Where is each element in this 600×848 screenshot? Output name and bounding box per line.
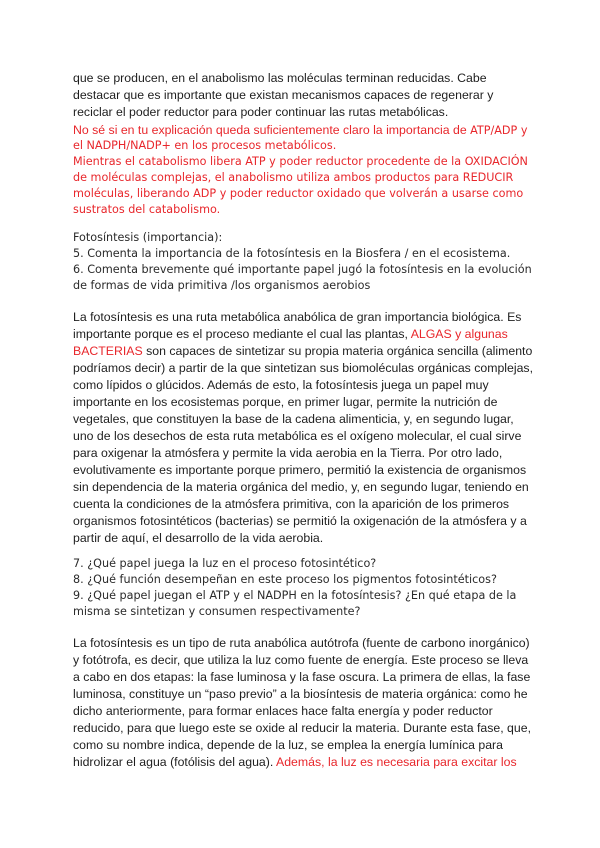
annotation-1-text-light: ATP/ADP y xyxy=(470,124,528,137)
paragraph-2-line-4: podríamos decir) a partir de la que sintetizan sus biomoléculas orgánicas complejas, xyxy=(73,361,533,375)
paragraph-2-line-2 xyxy=(73,326,508,342)
paragraph-2-line-12: cuenta la condiciones de la atmósfera primitiva, con la aparición de los primeros xyxy=(73,497,510,511)
paragraph-3-line-6: reducido, para que luego este se oxide al reducir la materia. Durante esta fase, que, xyxy=(73,721,531,735)
paragraph-3-line-2: y fotótrofa, es decir, que utiliza la luz como fuente de energía. Este proceso se lleva xyxy=(73,653,529,667)
question-7: 7. ¿Qué papel juega la luz en el proceso fotosintético? xyxy=(73,557,377,570)
paragraph-2-line-11: sin dependencia de la materia orgánica del medio, y, en segundo lugar, teniendo en xyxy=(73,480,529,494)
question-6-continued: de formas de vida primitiva /los organismos aerobios xyxy=(73,279,371,292)
question-9: 9. ¿Qué papel juegan el ATP y el NADPH en la fotosíntesis? ¿En qué etapa de la xyxy=(73,589,517,602)
paragraph-3-line-7: como su nombre indica, depende de la luz, se emplea la energía lumínica para xyxy=(73,738,503,752)
paragraph-2-line-14: partir de aquí, el desarrollo de la vida aerobia. xyxy=(73,531,324,545)
question-6: 6. Comenta brevemente qué importante papel jugó la fotosíntesis en la evolución xyxy=(73,263,532,276)
paragraph-2-line-6: importante en los ecosistemas porque, en primer lugar, permite la nutrición de xyxy=(73,395,498,409)
annotation-1-line-3: Mientras el catabolismo libera ATP y poder reductor procedente de la OXIDACIÓN xyxy=(73,155,528,168)
paragraph-2-line-9: para oxigenar la atmósfera y permite la vida aerobia en la Tierra. Por otro lado, xyxy=(73,446,503,460)
paragraph-3-line-8 xyxy=(73,754,517,770)
paragraph-3-line-1: La fotosíntesis es un tipo de ruta anabólica autótrofa (fuente de carbono inorgánico) xyxy=(73,636,530,650)
paragraph-2-line-3-text: son capaces de sintetizar su propia materia orgánica sencilla (alimento xyxy=(142,344,533,358)
paragraph-3-line-3: a cabo en dos etapas: la fase luminosa y la fase oscura. La primera de ellas, la fase xyxy=(73,670,531,684)
paragraph-2-line-3 xyxy=(73,343,532,359)
question-9-continued: misma se sintetizan y consumen respectivamente? xyxy=(73,605,361,618)
questions-1-heading: Fotosíntesis (importancia): xyxy=(73,231,223,244)
paragraph-2-line-7: vegetales, que constituyen la base de la cadena alimenticia, y, en segundo lugar, xyxy=(73,412,514,426)
paragraph-2-highlight-algas: ALGAS y algunas xyxy=(410,327,508,341)
paragraph-3-line-4: luminosa, constituye un “paso previo” a la biosíntesis de materia orgánica: como he xyxy=(73,687,528,701)
annotation-1-line-4: de moléculas complejas, el anabolismo utiliza ambos productos para REDUCIR xyxy=(73,171,514,184)
annotation-1-line-2: el NADPH/NADP+ en los procesos metabólicos. xyxy=(73,139,337,152)
annotation-1-line-1 xyxy=(73,122,527,139)
annotation-1-line-5: moléculas, liberando ADP y poder reductor oxidado que volverán a usarse como xyxy=(73,187,524,200)
paragraph-2-line-13: organismos fotosintéticos (bacterias) se permitió la oxigenación de la atmósfera y a xyxy=(73,514,527,528)
annotation-1-line-6: sustratos del catabolismo. xyxy=(73,203,221,216)
paragraph-2-line-5: como lípidos o glúcidos. Además de esto, la fotosíntesis juega un papel muy xyxy=(73,378,489,392)
paragraph-3-line-5: dicho anteriormente, para formar enlaces hace falta energía y poder reductor xyxy=(73,704,493,718)
paragraph-3-line-8-text: hidrolizar el agua (fotólisis del agua). xyxy=(73,755,277,769)
paragraph-2-line-8: uno de los desechos de esta ruta metabólica es el oxígeno molecular, el cual sirve xyxy=(73,429,522,443)
paragraph-2-line-1: La fotosíntesis es una ruta metabólica anabólica de gran importancia biológica. Es xyxy=(73,310,522,324)
paragraph-2-line-10: evolutivamente es importante porque primero, permitió la existencia de organismos xyxy=(73,463,527,477)
paragraph-1-line-2: destacar que es importante que existan mecanismos capaces de regenerar y xyxy=(73,88,494,102)
question-5: 5. Comenta la importancia de la fotosíntesis en la Biosfera / en el ecosistema. xyxy=(73,247,511,260)
annotation-1-text-sans: No sé si en tu explicación queda suficientemente claro la importancia de xyxy=(73,123,471,137)
paragraph-2-highlight-bacterias: BACTERIAS xyxy=(73,344,143,358)
question-8: 8. ¿Qué función desempeñan en este proceso los pigmentos fotosintéticos? xyxy=(73,573,497,586)
paragraph-1-line-1: que se producen, en el anabolismo las moléculas terminan reducidas. Cabe xyxy=(73,71,487,85)
paragraph-1-line-3: reciclar el poder reductor para poder continuar las rutas metabólicas. xyxy=(73,105,449,119)
paragraph-3-highlight-luz: Además, la luz es necesaria para excitar los xyxy=(276,755,517,769)
paragraph-2-line-2-text: importante porque es el proceso mediante el cual las plantas, xyxy=(73,327,411,341)
